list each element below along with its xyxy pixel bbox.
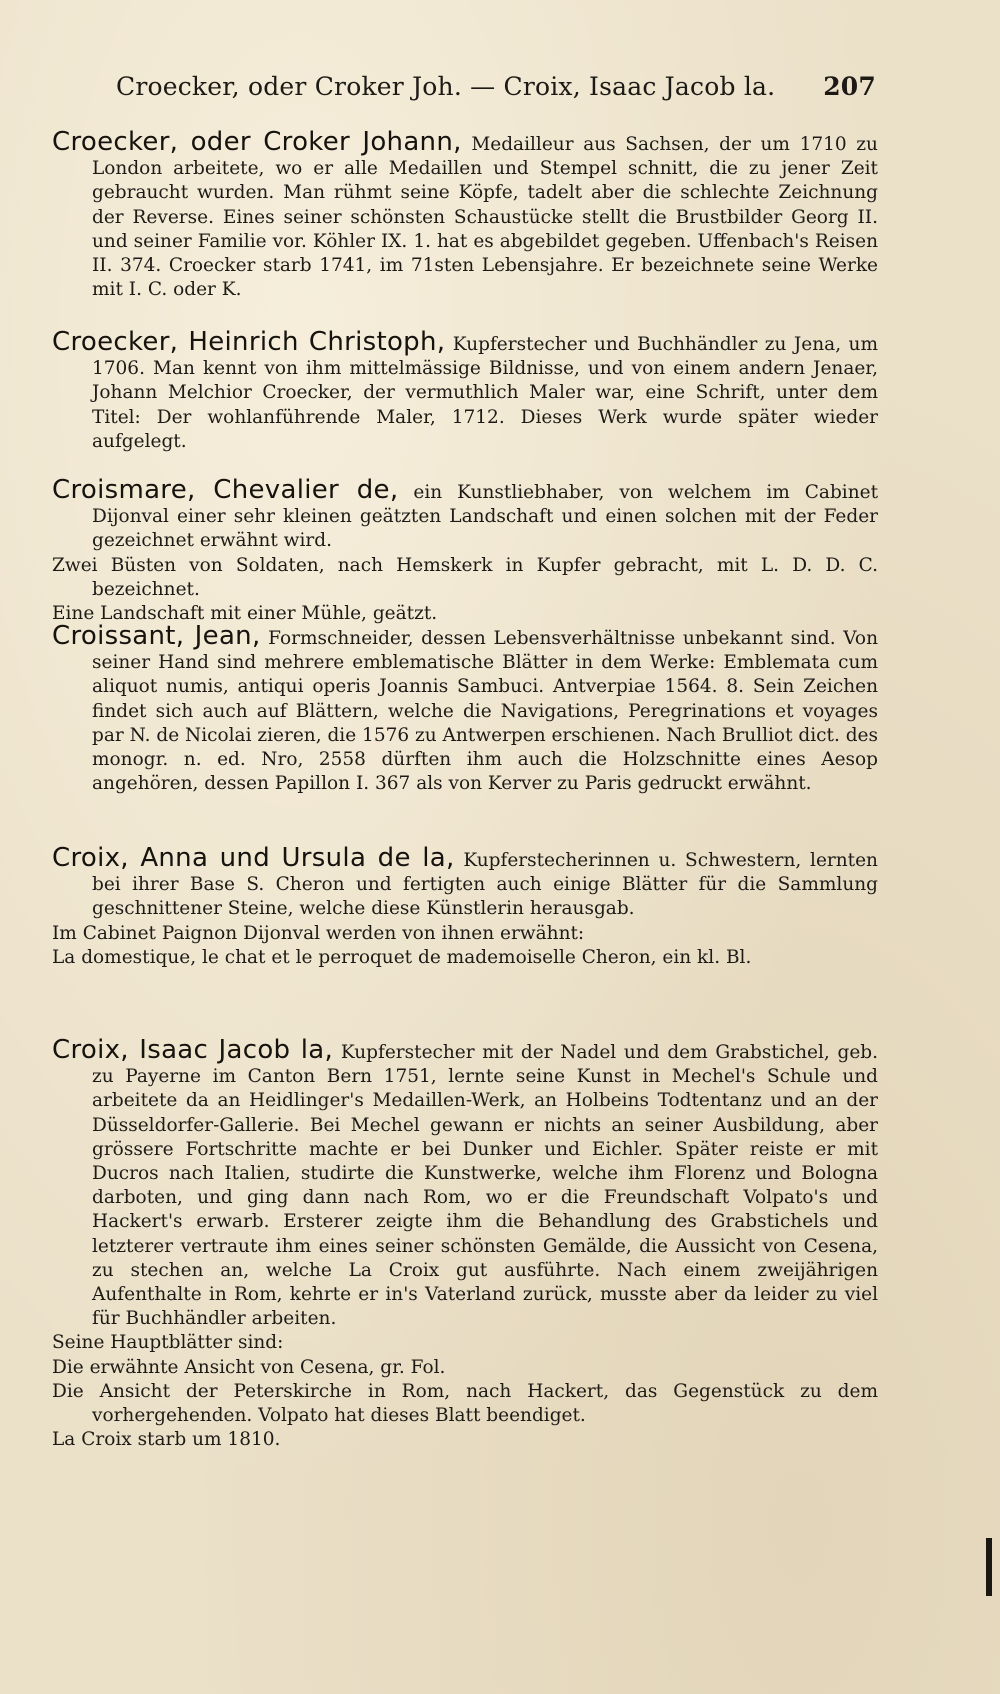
entry-work-item: Seine Hauptblätter sind: [52, 1332, 284, 1354]
entry-headword: Croecker, Heinrich Christoph, [52, 327, 446, 357]
entry-croissant [52, 621, 878, 796]
entry-work-item: La Croix starb um 1810. [52, 1429, 281, 1451]
page-edge-mark [986, 1538, 992, 1596]
entry-text: Medailleur aus Sachsen, der um 1710 zu London arbeitete, wo er alle Medaillen und Stempel schnitt, die zu jener Zeit gebraucht wurden. Man rühmt seine Köpfe, tadelt aber die schlechte Zeichnung der Reverse. Eines seiner schönsten Schaustücke stellt die Brustbilder Georg II. und seiner Familie vor. Köhler IX. 1. hat es abgebildet gegeben. Uffenbach's Reisen II. 374. Croecker starb 1741, im 71sten Lebensjahre. Er bezeichnete seine Werke mit I. C. oder K. [92, 134, 878, 301]
running-head-title: Croecker, oder Croker Joh. — Croix, Isaac Jacob la. [116, 72, 776, 101]
entry-text: Formschneider, dessen Lebensverhältnisse unbekannt sind. Von seiner Hand sind mehrere emblematische Blätter in dem Werke: Emblemata cum aliquot numis, antiqui operis Joannis Sambuci. Antverpiae 1564. 8. Sein Zeichen findet sich auch auf Blättern, welche die Navigations, Peregrinations et voyages par N. de Nicolai zieren, die 1576 zu Antwerpen erschienen. Nach Brulliot dict. des monogr. n. ed. Nro, 2558 dürften ihm auch die Holzschnitte eines Aesop angehören, dessen Papillon I. 367 als von Kerver zu Paris gedruckt erwähnt. [92, 628, 878, 795]
entry-paragraph [52, 475, 879, 554]
entry-text: Kupferstecherinnen u. Schwestern, lernten bei ihrer Base S. Cheron und fertigten auch einige Blätter für die Sammlung geschnittener Steine, welche diese Künstlerin herausgab. [92, 850, 878, 920]
page-number: 207 [823, 72, 876, 101]
entry-headword: Croismare, Chevalier de, [52, 475, 399, 505]
entry-work-item: Eine Landschaft mit einer Mühle, geätzt. [52, 603, 438, 625]
entry-paragraph [52, 327, 878, 454]
entry-text: Kupferstecher mit der Nadel und dem Grabstichel, geb. zu Payerne im Canton Bern 1751, lernte seine Kunst in Mechel's Schule und arbeitete da an Heidlinger's Medaillen-Werk, an Holbeins Todtentanz und an der Düsseldorfer-Gallerie. Bei Mechel gewann er nichts an seiner Ausbildung, aber grössere Fortschritte machte er bei Dunker und Eichler. Später reiste er mit Ducros nach Italien, studirte die Kunstwerke, welche ihm Florenz und Bologna darboten, und ging dann nach Rom, wo er die Freundschaft Volpato's und Hackert's erwarb. Ersterer zeigte ihm die Behandlung des Grabstichels und letzterer vertraute ihm eines seiner schönsten Gemälde, die Aussicht von Cesena, zu stechen an, welche La Croix gut ausführte. Nach einem zweijährigen Aufenthalte in Rom, kehrte er in's Vaterland zurück, musste aber da leider zu viel für Buchhändler arbeiten. [92, 1042, 878, 1330]
entry-work-item: Die Ansicht der Peterskirche in Rom, nach Hackert, das Gegenstück zu dem vorhergehenden. Volpato hat dieses Blatt beendiget. [52, 1380, 878, 1427]
entry-work-item: La domestique, le chat et le perroquet de mademoiselle Cheron, ein kl. Bl. [52, 946, 752, 968]
entry-paragraph [52, 843, 878, 922]
entry-croecker-johann [52, 127, 878, 302]
entry-text: Kupferstecher und Buchhändler zu Jena, um 1706. Man kennt von ihm mittelmässige Bildnisse, und von einem andern Jenaer, Johann Melchior Croecker, der vermuthlich Maler war, eine Schrift, unter dem Titel: Der wohlanführende Maler, 1712. Dieses Werk wurde später wieder aufgelegt. [92, 334, 878, 452]
entry-work-item: Die erwähnte Ansicht von Cesena, gr. Fol. [52, 1356, 446, 1378]
entry-croix-isaac-jacob [52, 1035, 878, 1452]
entry-text: ein Kunstliebhaber, von welchem im Cabinet Dijonval einer sehr kleinen geätzten Landschaft und einen solchen mit der Feder gezeichnet erwähnt wird. [92, 482, 879, 552]
entry-work-item: Zwei Büsten von Soldaten, nach Hemskerk in Kupfer gebracht, mit L. D. D. C. bezeichnet. [52, 554, 878, 600]
entry-croecker-heinrich [52, 327, 878, 454]
entry-paragraph [52, 1035, 878, 1331]
entry-headword: Croissant, Jean, [52, 621, 261, 651]
entry-paragraph [52, 127, 878, 302]
entry-croix-anna-ursula [52, 843, 878, 970]
running-head [116, 72, 876, 101]
entry-croismare [52, 475, 879, 626]
entry-headword: Croecker, oder Croker Johann, [52, 127, 462, 157]
entry-paragraph [52, 621, 878, 796]
entry-work-item: Im Cabinet Paignon Dijonval werden von ihnen erwähnt: [52, 922, 585, 944]
entry-headword: Croix, Isaac Jacob la, [52, 1035, 334, 1065]
entry-headword: Croix, Anna und Ursula de la, [52, 843, 455, 873]
